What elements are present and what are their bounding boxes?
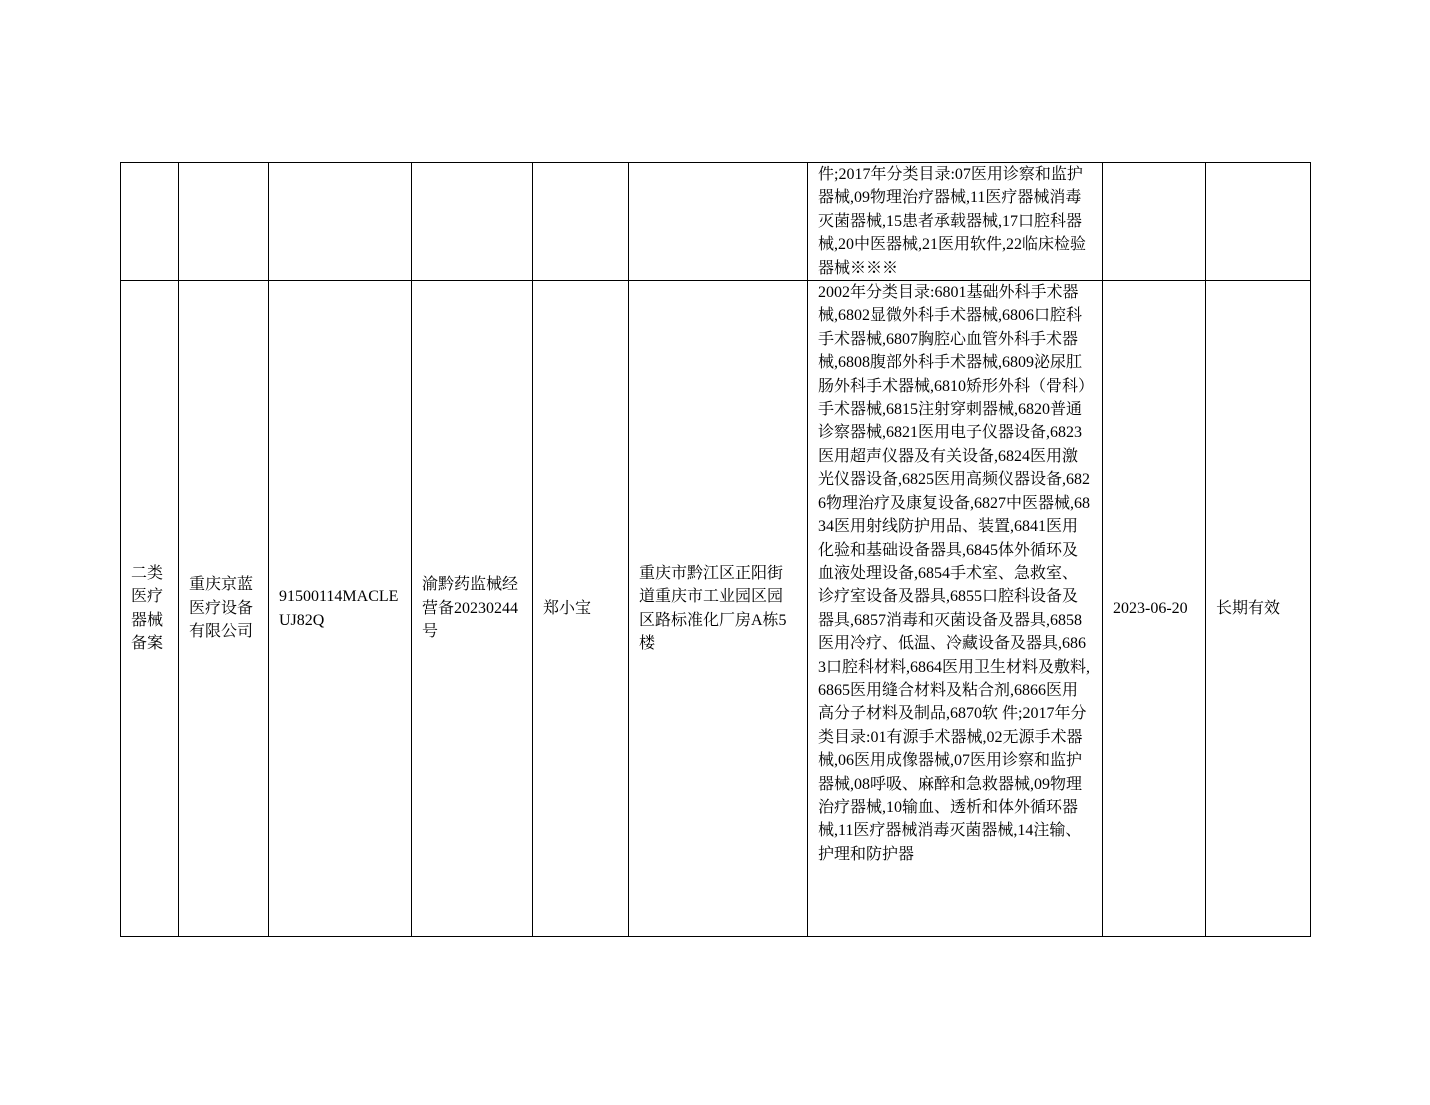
cell-address [629, 163, 808, 281]
cell-credit-code: 91500114MACLEUJ82Q [269, 281, 412, 937]
cell-company: 重庆京蓝医疗设备有限公司 [179, 281, 269, 937]
business-scope-text: 2002年分类目录:6801基础外科手术器械,6802显微外科手术器械,6806口腔科手术器械,6807胸腔心血管外科手术器械,6808腹部外科手术器械,6809泌尿肛肠外科手术器械,6810矫形外科（骨科）手术器械,6815注射穿刺器械,6820普通诊察器械,6821医用电子仪器设备,6823医用超声仪器及有关设备,6824医用激光仪器设备,6825医用高频仪器设备,6826物理治疗及康复设备,6827中医器械,6834医用射线防护用品、装置,6841医用化验和基础设备器具,6845体外循环及血液处理设备,6854手术室、急救室、诊疗室设备及器具,6855口腔科设备及器具,6857消毒和灭菌设备及器具,6858医用冷疗、低温、冷藏设备及器具,6863口腔科材料,6864医用卫生材料及敷料,6865医用缝合材料及粘合剂,6866医用高分子材料及制品,6870软 件;2017年分类目录:01有源手术器械,02无源手术器械,06医用成像器械,07医用诊察和监护器械,08呼吸、麻醉和急救器械,09物理治疗器械,10输血、透析和体外循环器械,11医疗器械消毒灭菌器械,14注输、护理和防护器 [818, 284, 1091, 863]
cell-business-scope [808, 281, 1103, 937]
cell-business-scope [808, 163, 1103, 281]
business-scope-clip [818, 281, 1093, 936]
cell-address: 重庆市黔江区正阳街道重庆市工业园区园区路标准化厂房A栋5楼 [629, 281, 808, 937]
cell-date: 2023-06-20 [1103, 281, 1206, 937]
cell-person: 郑小宝 [533, 281, 629, 937]
business-scope-text: 件;2017年分类目录:07医用诊察和监护器械,09物理治疗器械,11医疗器械消毒灭菌器械,15患者承载器械,17口腔科器械,20中医器械,21医用软件,22临床检验器械※※※ [818, 166, 1087, 277]
cell-company [179, 163, 269, 281]
cell-record-no [412, 163, 533, 281]
registration-table [120, 162, 1311, 937]
cell-validity [1206, 163, 1311, 281]
table-row [121, 163, 1311, 281]
cell-type [121, 163, 179, 281]
cell-validity: 长期有效 [1206, 281, 1311, 937]
cell-credit-code [269, 163, 412, 281]
table-row [121, 281, 1311, 937]
cell-date [1103, 163, 1206, 281]
cell-record-no: 渝黔药监械经营备20230244号 [412, 281, 533, 937]
cell-type: 二类医疗器械备案 [121, 281, 179, 937]
cell-person [533, 163, 629, 281]
